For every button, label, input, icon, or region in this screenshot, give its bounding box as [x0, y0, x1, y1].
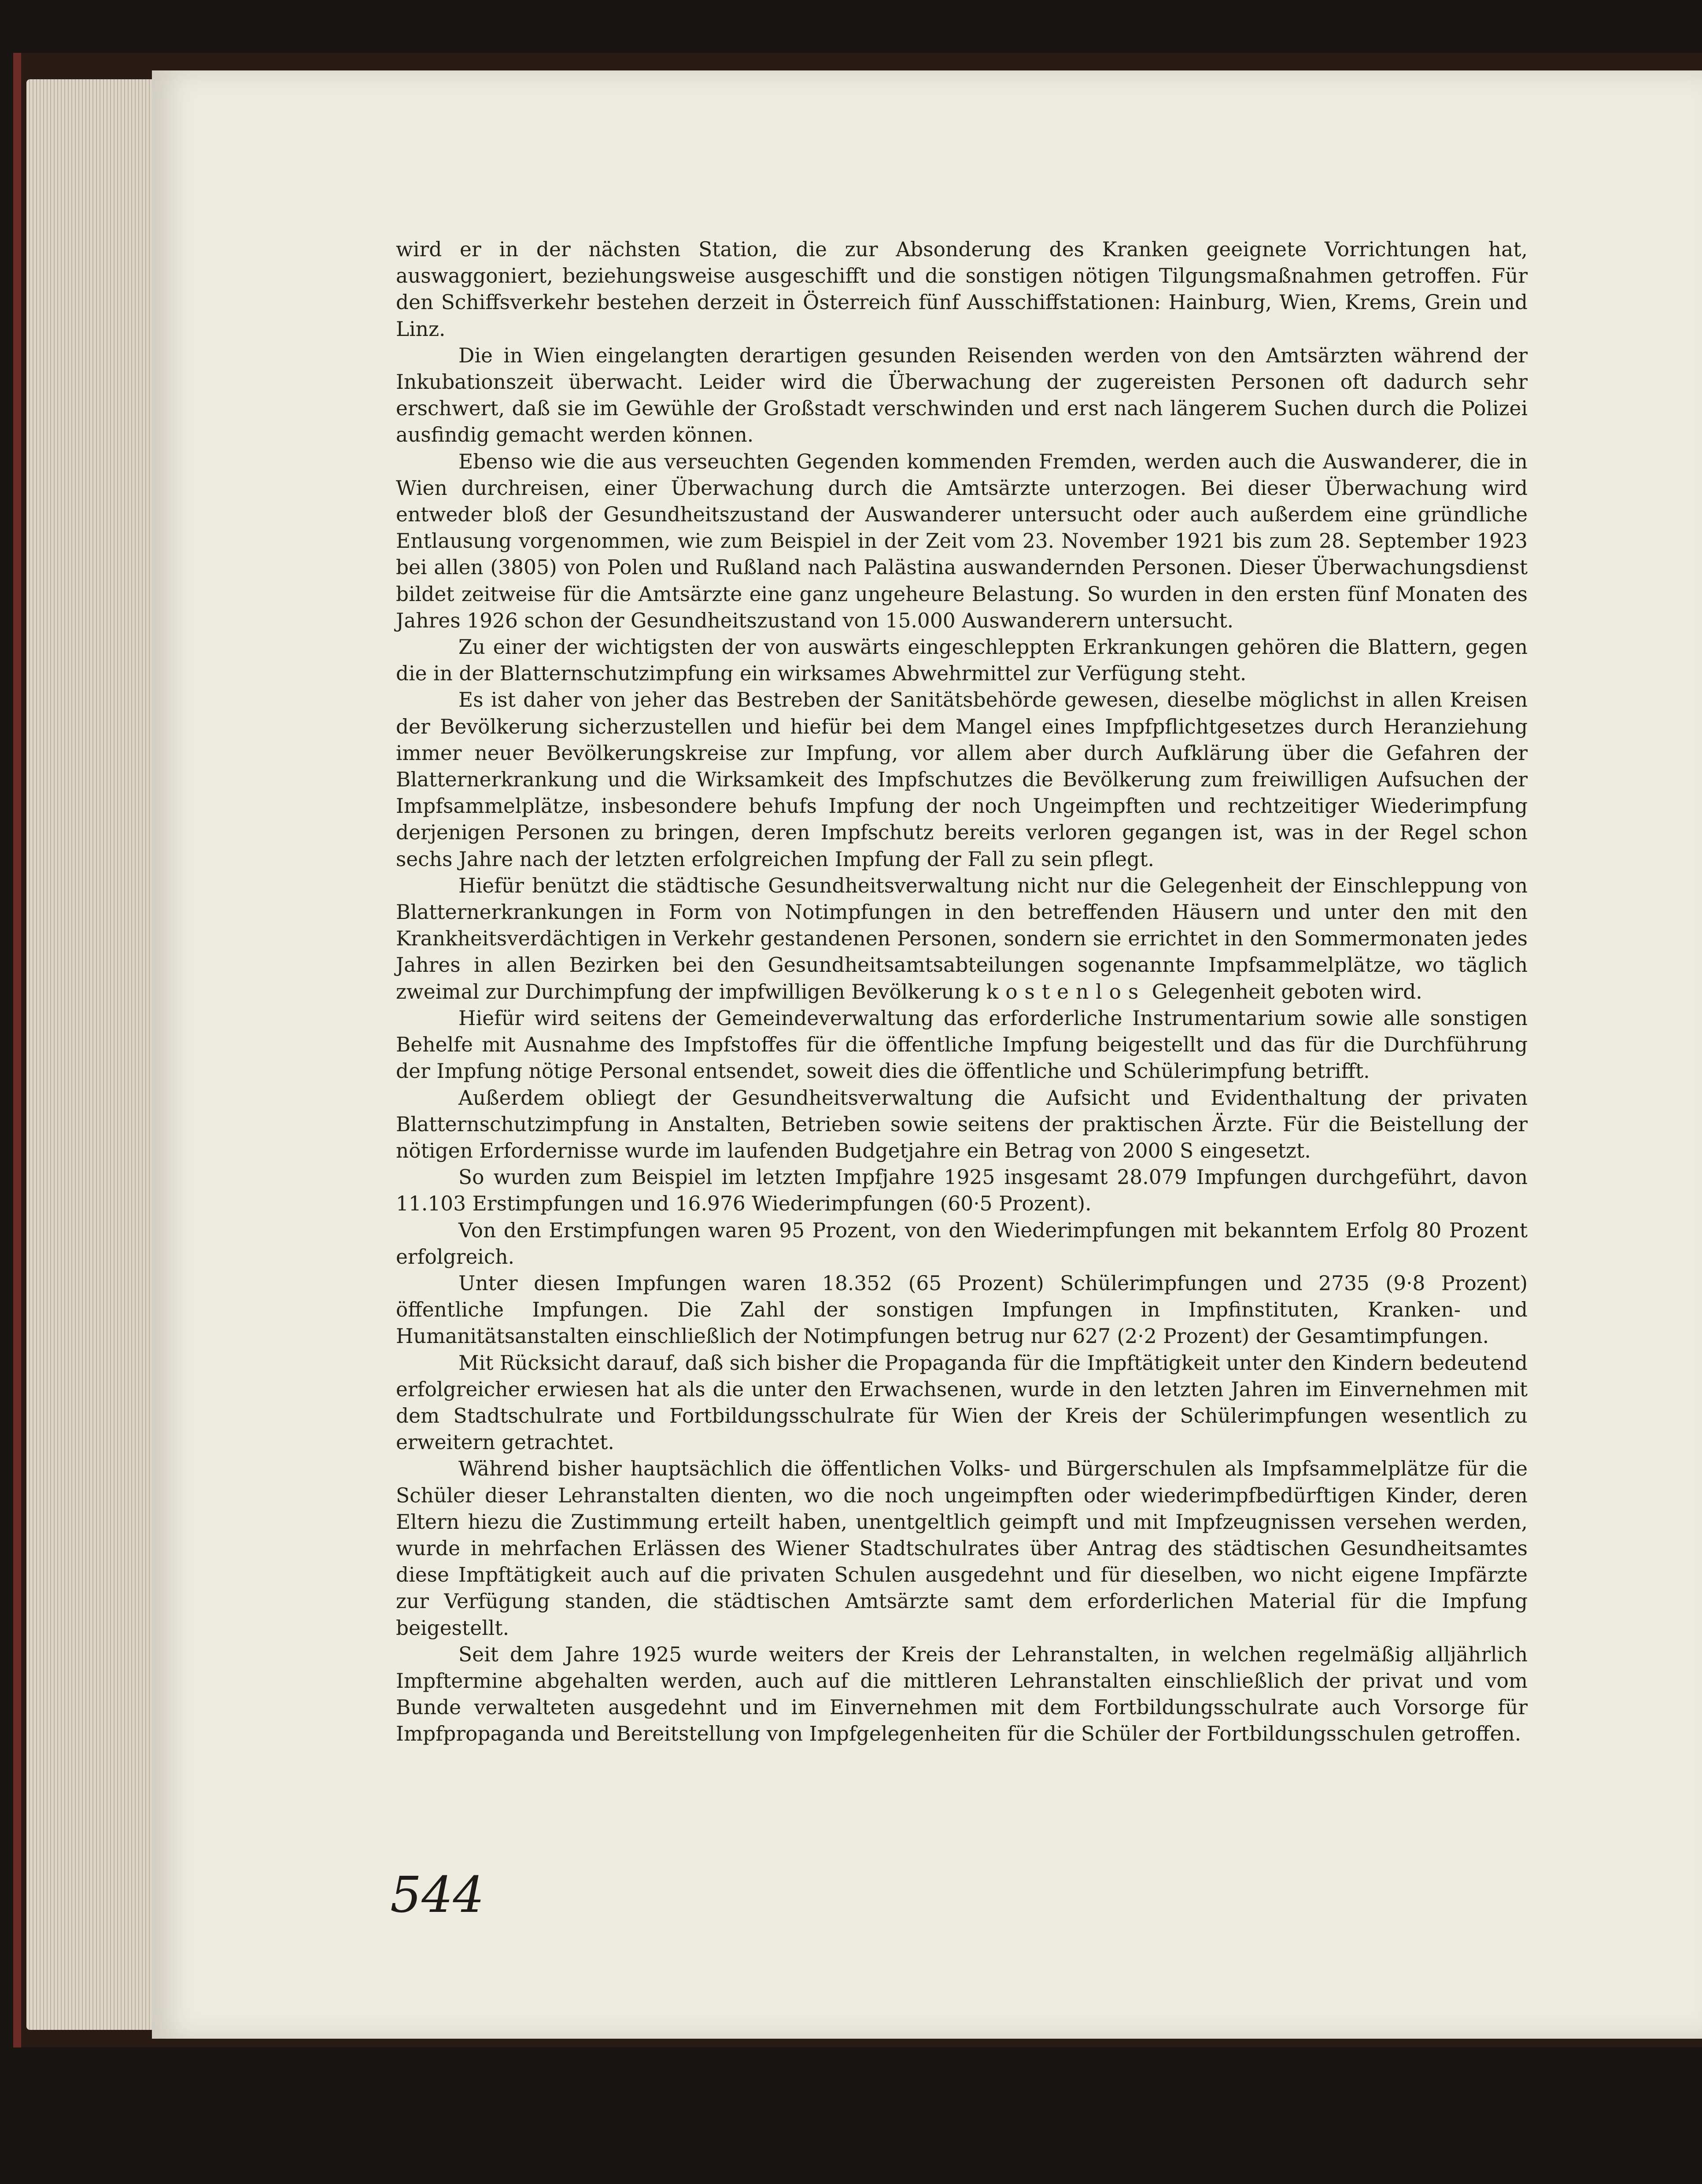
page-edges [26, 79, 154, 2030]
paragraph: Seit dem Jahre 1925 wurde weiters der Kreis der Lehranstalten, in welchen regelmäßig alljährlich Impftermine abgehalten werden, auch auf die mittleren Lehranstalten einschließlich der privat und vom Bunde verwalteten ausgedehnt und im Einvernehmen mit dem Fortbildungsschulrate auch Vorsorge für Impfpropaganda und Bereitstellung von Impfgelegenheiten für die Schüler der Fortbildungsschulen getroffen. [396, 1642, 1528, 1746]
paragraph [396, 873, 1528, 1005]
paragraph: Mit Rücksicht darauf, daß sich bisher die Propaganda für die Impftätigkeit unter den Kindern bedeutend erfolgreicher erwiesen hat als die unter den Erwachsenen, wurde in den letzten Jahren im Einvernehmen mit dem Stadtschulrate und Fortbildungsschulrate für Wien der Kreis der Schülerimpfungen wesentlich zu erweitern getrachtet. [396, 1351, 1528, 1454]
paragraph: Während bisher hauptsächlich die öffentlichen Volks- und Bürgerschulen als Impfsammelplätze für die Schüler dieser Lehranstalten dienten, wo die noch ungeimpften oder wiederimpfbedürftigen Kinder, deren Eltern hiezu die Zustimmung erteilt haben, unentgeltlich geimpft und mit Impfzeugnissen versehen werden, wurde in mehrfachen Erlässen des Wiener Stadtschulrates über Antrag des städtischen Gesundheitsamtes diese Impftätigkeit auch auf die privaten Schulen ausgedehnt und für dieselben, wo nicht eigene Impfärzte zur Verfügung standen, die städtischen Amtsärzte samt dem erforderlichen Material für die Impfung beigestellt. [396, 1457, 1528, 1640]
paragraph: Ebenso wie die aus verseuchten Gegenden kommenden Fremden, werden auch die Auswanderer, die in Wien durchreisen, einer Überwachung durch die Amtsärzte unterzogen. Bei dieser Überwachung wird entweder bloß der Gesundheitszustand der Auswanderer untersucht oder auch außerdem eine gründliche Entlausung vorgenommen, wie zum Beispiel in der Zeit vom 23. November 1921 bis zum 28. September 1923 bei allen (3805) von Polen und Rußland nach Palästina auswandernden Personen. Dieser Überwachungsdienst bildet zeitweise für die Amtsärzte eine ganz ungeheure Belastung. So wurden in den ersten fünf Monaten des Jahres 1926 schon der Gesundheitszustand von 15.000 Auswanderern untersucht. [396, 450, 1528, 632]
paragraph: So wurden zum Beispiel im letzten Impfjahre 1925 insgesamt 28.079 Impfungen durchgeführt, davon 11.103 Erstimpfungen und 16.976 Wiederimpfungen (60·5 Prozent). [396, 1166, 1528, 1216]
paragraph: wird er in der nächsten Station, die zur Absonderung des Kranken geeignete Vorrichtungen hat, auswaggoniert, beziehungsweise ausgeschifft und die sonstigen nötigen Tilgungsmaßnahmen getroffen. Für den Schiffsverkehr bestehen derzeit in Österreich fünf Ausschiffstationen: Hainburg, Wien, Krems, Grein und Linz. [396, 238, 1528, 341]
emphasis-text: kostenlos [986, 980, 1146, 1003]
body-text [396, 236, 1528, 1748]
paragraph: Unter diesen Impfungen waren 18.352 (65 Prozent) Schülerimpfungen und 2735 (9·8 Prozent) öffentliche Impfungen. Die Zahl der sonstigen Impfungen in Impfinstituten, Kranken- und Humanitätsanstalten einschließlich der Notimpfungen betrug nur 627 (2·2 Prozent) der Gesamtimpfungen. [396, 1271, 1528, 1348]
paragraph-text: Hiefür benützt die städtische Gesundheitsverwaltung nicht nur die Gelegenheit der Einschleppung von Blatternerkrankungen in Form von Notimpfungen in den betreffenden Häusern und unter den mit den Krankheitsverdächtigen in Verkehr gestandenen Personen, sondern sie errichtet in den Sommermonaten jedes Jahres in allen Bezirken bei den Gesundheitsamtsabteilungen sogenannte Impfsammelplätze, wo täglich zweimal zur Durchimpfung der impfwilligen Bevölkerung [396, 874, 1528, 1003]
paragraph: Die in Wien eingelangten derartigen gesunden Reisenden werden von den Amtsärzten während der Inkubationszeit überwacht. Leider wird die Überwachung der zugereisten Personen oft dadurch sehr erschwert, daß sie im Gewühle der Großstadt verschwinden und erst nach längerem Suchen durch die Polizei ausfindig gemacht werden können. [396, 343, 1528, 447]
paragraph: Hiefür wird seitens der Gemeindeverwaltung das erforderliche Instrumentarium sowie alle sonstigen Behelfe mit Ausnahme des Impfstoffes für die öffentliche Impfung beigestellt und das für die Durchführung der Impfung nötige Personal entsendet, soweit dies die öffentliche und Schülerimpfung betrifft. [396, 1006, 1528, 1083]
book-page [152, 70, 1702, 2039]
page-number: 544 [390, 1867, 484, 1924]
paragraph: Es ist daher von jeher das Bestreben der Sanitätsbehörde gewesen, dieselbe möglichst in allen Kreisen der Bevölkerung sicherzustellen und hiefür bei dem Mangel eines Impfpflichtgesetzes durch Heranziehung immer neuer Bevölkerungskreise zur Impfung, vor allem aber durch Aufklärung über die Gefahren der Blatternerkrankung und die Wirksamkeit des Impfschutzes die Bevölkerung zum freiwilligen Aufsuchen der Impfsammelplätze, insbesondere behufs Impfung der noch Ungeimpften und rechtzeitiger Wiederimpfung derjenigen Personen zu bringen, deren Impfschutz bereits verloren gegangen ist, was in der Regel schon sechs Jahre nach der letzten erfolgreichen Impfung der Fall zu sein pflegt. [396, 688, 1528, 871]
paragraph: Außerdem obliegt der Gesundheitsverwaltung die Aufsicht und Evidenthaltung der privaten Blatternschutzimpfung in Anstalten, Betrieben sowie seitens der praktischen Ärzte. Für die Beistellung der nötigen Erfordernisse wurde im laufenden Budgetjahre ein Betrag von 2000 S eingesetzt. [396, 1086, 1528, 1162]
paragraph-text: Gelegenheit geboten wird. [1152, 980, 1422, 1003]
paragraph: Von den Erstimpfungen waren 95 Prozent, von den Wiederimpfungen mit bekanntem Erfolg 80 Prozent erfolgreich. [396, 1218, 1528, 1269]
paragraph: Zu einer der wichtigsten der von auswärts eingeschleppten Erkrankungen gehören die Blattern, gegen die in der Blatternschutzimpfung ein wirksames Abwehrmittel zur Verfügung steht. [396, 635, 1528, 686]
